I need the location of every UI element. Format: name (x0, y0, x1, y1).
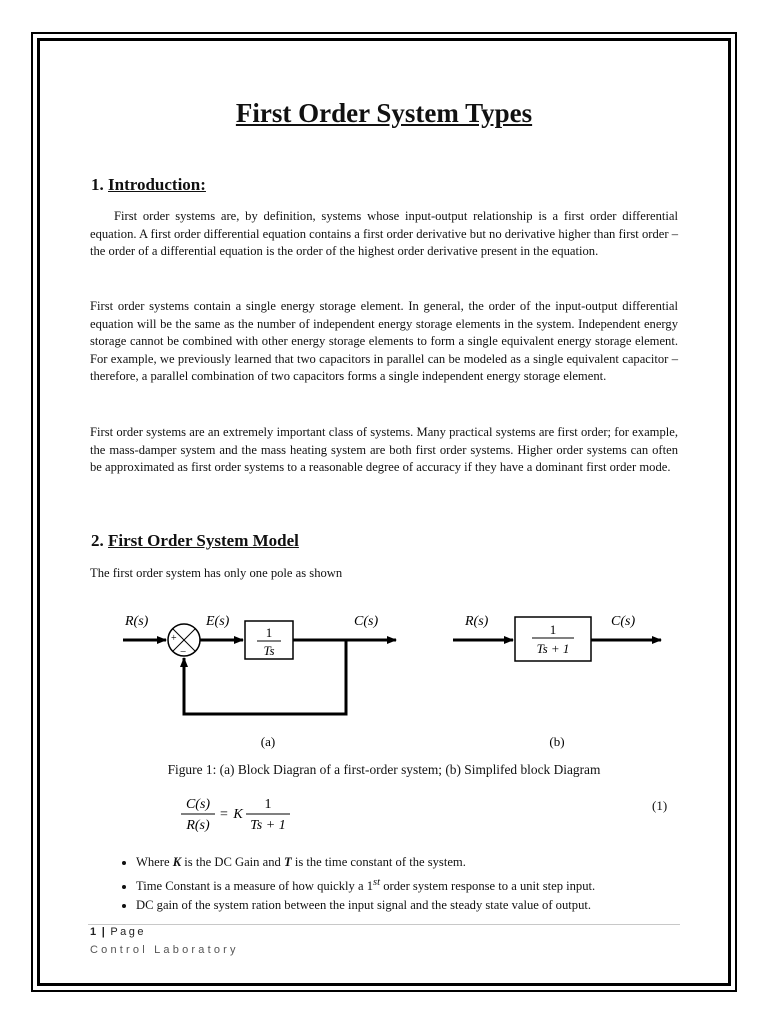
footer-page-number (90, 926, 146, 938)
input-label-a: R(s) (125, 614, 149, 629)
output-label-b: C(s) (611, 614, 636, 629)
block-b-numerator: 1 (549, 622, 557, 637)
block-a-numerator: 1 (265, 625, 273, 640)
bullet-item-time-constant: • Time Constant is a measure of how quickly a 1st order system response to a unit step input. (136, 873, 716, 897)
block-a-denominator: Ts (263, 643, 275, 658)
page-number: 1 (90, 926, 97, 938)
input-label-b: R(s) (465, 614, 489, 629)
section-1-title: Introduction: (108, 175, 206, 194)
intro-paragraph-3: First order systems are an extremely important class of systems. Many practical systems are first order; for example, the mass-damper system and the mass heating system are both first order systems. Higher order systems can often be approximated as first order systems to a reasonable degree of accuracy if they have a dominant first order mode. (90, 425, 678, 474)
section-2-title: First Order System Model (108, 531, 299, 550)
error-label-a: E(s) (206, 614, 230, 629)
section-2-number: 2. (91, 531, 104, 550)
footer-lab-name: Control Laboratory (90, 944, 239, 956)
equation-rhs-denominator: Ts + 1 (250, 818, 286, 833)
equation-lhs-denominator: R(s) (186, 818, 210, 833)
page-separator: | (101, 926, 105, 938)
section-2-intro: The first order system has only one pole as shown (90, 566, 343, 580)
transfer-function-equation (181, 797, 290, 833)
plus-sign: + (171, 633, 177, 644)
footer-divider (88, 924, 680, 925)
output-label-a: C(s) (354, 614, 379, 629)
page-label: Page (110, 926, 147, 938)
minus-sign: − (180, 646, 187, 658)
sublabel-a: (a) (260, 734, 276, 749)
document-title: First Order System Types (235, 98, 533, 128)
sublabel-b: (b) (549, 734, 565, 749)
bullet-list (110, 853, 716, 916)
equation-number: (1) (652, 798, 668, 813)
block-diagram-a (123, 614, 396, 749)
equation-rhs-numerator: 1 (264, 797, 272, 812)
bullet-item-dc-gain-ratio: • DC gain of the system ration between the input signal and the steady state value of output. (136, 896, 716, 916)
section-1-number: 1. (91, 175, 104, 194)
bullet-item-dc-gain: • Where K is the DC Gain and T is the time constant of the system. (136, 853, 716, 873)
intro-paragraph-1: First order systems are, by definition, systems whose input-output relationship is a first order differential equation. A first order differential equation contains a first order derivative but no derivative higher than first order – the order of a differential equation is the order of the highest order derivative present in the equation. (90, 209, 678, 258)
equation-equals: = (220, 807, 228, 822)
intro-paragraph-2: First order systems contain a single energy storage element. In general, the order of the input-output differential equation will be the same as the number of independent energy storage elements in the system. Independent energy storage cannot be combined with other energy storage elements to form a single equivalent energy storage element. For example, we previously learned that two capacitors in parallel can be modeled as a single equivalent capacitor – therefore, a parallel combination of two capacitors forms a single independent energy storage element. (90, 299, 678, 383)
equation-gain: K (233, 807, 243, 822)
figure-caption: Figure 1: (a) Block Diagran of a first-order system; (b) Simplifed block Diagram (167, 762, 601, 777)
equation-lhs-numerator: C(s) (185, 797, 211, 812)
block-b-denominator: Ts + 1 (536, 641, 570, 656)
block-diagram-b (453, 614, 661, 749)
